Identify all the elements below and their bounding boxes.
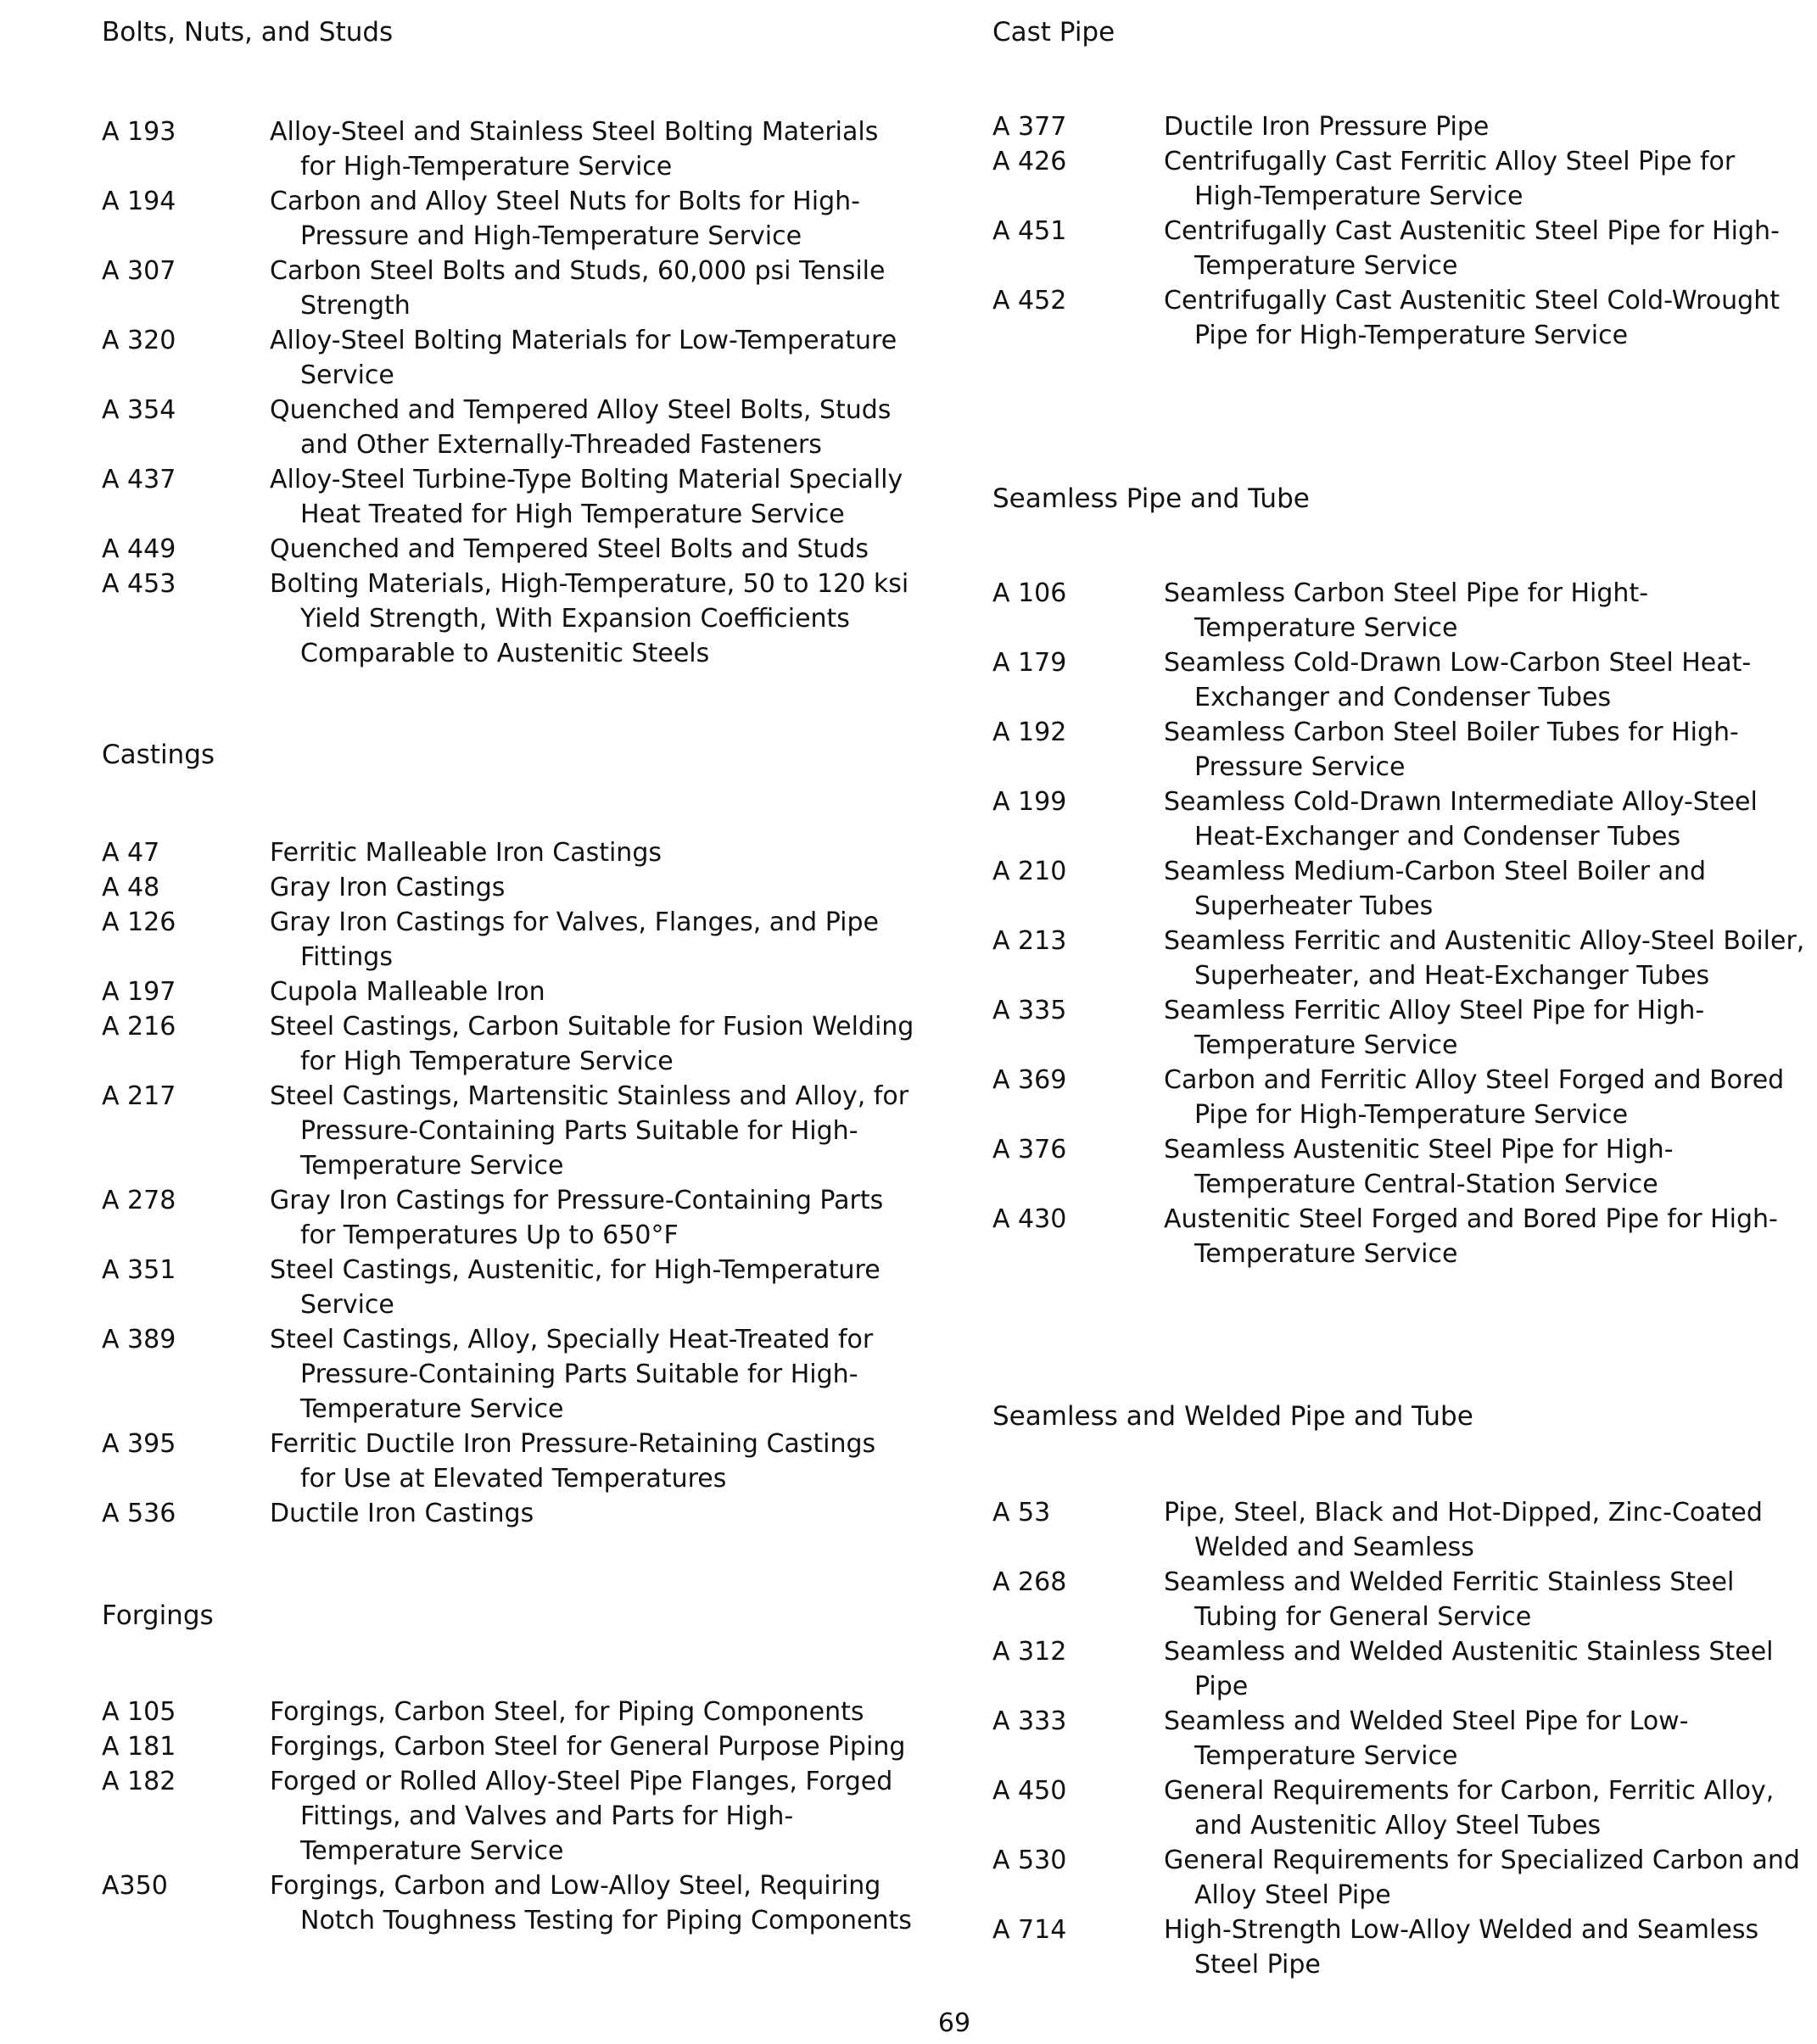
spec-entry	[992, 715, 1807, 785]
spec-code: A 197	[102, 977, 176, 1007]
spec-entry	[102, 1253, 916, 1322]
spec-entry	[102, 1496, 916, 1531]
spec-code: A 194	[102, 187, 176, 216]
spec-title: Ductile Iron Castings	[270, 1499, 534, 1528]
spec-entry	[992, 1565, 1807, 1634]
spec-entry	[992, 109, 1807, 144]
spec-title: Forgings, Carbon Steel, for Piping Components	[270, 1697, 864, 1727]
spec-title: Seamless and Welded Austenitic Stainless Steel Pipe	[1164, 1637, 1774, 1701]
spec-title: Alloy-Steel and Stainless Steel Bolting Materials for High-Temperature Service	[270, 117, 879, 182]
spec-code: A 126	[102, 908, 176, 937]
spec-code: A 179	[992, 648, 1067, 678]
spec-entry	[102, 567, 916, 671]
spec-code: A 312	[992, 1637, 1067, 1667]
spec-entry	[992, 924, 1807, 993]
spec-title: Ductile Iron Pressure Pipe	[1164, 112, 1490, 142]
spec-title: Alloy-Steel Bolting Materials for Low-Temperature Service	[270, 326, 897, 390]
spec-title: Gray Iron Castings for Pressure-Containing Parts for Temperatures Up to 650°F	[270, 1186, 884, 1250]
spec-entry	[992, 1495, 1807, 1565]
spec-title: Alloy-Steel Turbine-Type Bolting Material Specially Heat Treated for High Temperature Service	[270, 465, 903, 529]
spec-entry	[102, 1764, 916, 1868]
spec-entry	[992, 1773, 1807, 1843]
spec-code: A 395	[102, 1429, 176, 1459]
spec-entry	[992, 1634, 1807, 1704]
spec-entry	[102, 1729, 916, 1764]
spec-title: Seamless Carbon Steel Boiler Tubes for High-Pressure Service	[1164, 718, 1739, 782]
spec-entry	[102, 1322, 916, 1427]
spec-title: Centrifugally Cast Austenitic Steel Cold-Wrought Pipe for High-Temperature Service	[1164, 286, 1780, 350]
spec-code: A 426	[992, 147, 1067, 176]
spec-title: Seamless Austenitic Steel Pipe for High-Temperature Central-Station Service	[1164, 1135, 1674, 1199]
spec-entry	[102, 184, 916, 254]
spec-title: Steel Castings, Alloy, Specially Heat-Treated for Pressure-Containing Parts Suitable for High-Temperature Service	[270, 1325, 874, 1424]
spec-code: A 536	[102, 1499, 176, 1528]
spec-code: A 437	[102, 465, 176, 494]
spec-code: A 530	[992, 1846, 1067, 1875]
spec-code: A 182	[102, 1767, 176, 1796]
spec-title: Centrifugally Cast Ferritic Alloy Steel Pipe for High-Temperature Service	[1164, 147, 1736, 211]
spec-code: A 216	[102, 1012, 176, 1042]
section-heading: Castings	[102, 740, 215, 770]
spec-entry	[102, 870, 916, 905]
spec-code: A 278	[102, 1186, 176, 1215]
spec-entry	[992, 785, 1807, 854]
spec-code: A 210	[992, 857, 1067, 886]
spec-code: A 376	[992, 1135, 1067, 1164]
spec-entry	[102, 393, 916, 462]
spec-title: Seamless Ferritic and Austenitic Alloy-Steel Boiler, Superheater, and Heat-Exchanger Tubes	[1164, 926, 1805, 991]
spec-title: Carbon and Alloy Steel Nuts for Bolts for High-Pressure and High-Temperature Service	[270, 187, 860, 251]
entry-list	[992, 576, 1807, 1271]
spec-entry	[102, 1079, 916, 1183]
section-cast-pipe	[992, 15, 1807, 353]
section-heading: Seamless Pipe and Tube	[992, 483, 1310, 514]
spec-entry	[102, 975, 916, 1009]
entry-list	[992, 109, 1807, 353]
spec-title: Forgings, Carbon Steel for General Purpose Piping	[270, 1732, 906, 1762]
spec-entry	[102, 462, 916, 532]
spec-title: Seamless Ferritic Alloy Steel Pipe for High-Temperature Service	[1164, 996, 1705, 1060]
spec-entry	[992, 854, 1807, 924]
spec-title: Forged or Rolled Alloy-Steel Pipe Flanges, Forged Fittings, and Valves and Parts for High-Temperature Service	[270, 1767, 893, 1866]
spec-code: A 451	[992, 216, 1067, 246]
spec-title: Seamless Medium-Carbon Steel Boiler and Superheater Tubes	[1164, 857, 1707, 921]
spec-title: High-Strength Low-Alloy Welded and Seamless Steel Pipe	[1164, 1915, 1759, 1980]
spec-code: A 377	[992, 112, 1067, 142]
spec-entry	[102, 1183, 916, 1253]
spec-code: A 351	[102, 1255, 176, 1285]
spec-title: Austenitic Steel Forged and Bored Pipe for High-Temperature Service	[1164, 1204, 1778, 1269]
spec-entry	[102, 1427, 916, 1496]
spec-code: A 193	[102, 117, 176, 147]
section-seamless-and-welded-pipe-and-tube	[992, 1399, 1807, 1982]
spec-code: A 192	[992, 718, 1067, 747]
spec-entry	[102, 114, 916, 184]
section-seamless-pipe-and-tube	[992, 482, 1807, 1271]
spec-title: Pipe, Steel, Black and Hot-Dipped, Zinc-Coated Welded and Seamless	[1164, 1498, 1763, 1562]
spec-code: A 307	[102, 256, 176, 286]
spec-code: A 47	[102, 838, 160, 868]
entry-list	[992, 1495, 1807, 1982]
spec-title: Seamless Carbon Steel Pipe for Hight-Temperature Service	[1164, 578, 1649, 643]
spec-title: Quenched and Tempered Steel Bolts and Studs	[270, 534, 869, 564]
spec-code: A 714	[992, 1915, 1067, 1945]
spec-title: Steel Castings, Carbon Suitable for Fusion Welding for High Temperature Service	[270, 1012, 914, 1076]
spec-entry	[102, 1009, 916, 1079]
spec-code: A 48	[102, 873, 160, 902]
section-heading: Seamless and Welded Pipe and Tube	[992, 1401, 1473, 1432]
spec-code: A 320	[102, 326, 176, 355]
spec-entry	[102, 835, 916, 870]
spec-title: Bolting Materials, High-Temperature, 50 to 120 ksi Yield Strength, With Expansion Coefficients Comparable to Austenitic Steels	[270, 569, 909, 668]
section-bolts-nuts-studs	[102, 15, 916, 671]
spec-entry	[102, 532, 916, 567]
spec-code: A 105	[102, 1697, 176, 1727]
spec-title: Gray Iron Castings for Valves, Flanges, and Pipe Fittings	[270, 908, 880, 972]
spec-code: A 53	[992, 1498, 1051, 1527]
spec-entry	[992, 144, 1807, 214]
spec-entry	[992, 1063, 1807, 1132]
section-forgings	[102, 1599, 916, 1938]
spec-title: Seamless and Welded Steel Pipe for Low-Temperature Service	[1164, 1706, 1689, 1771]
spec-title: Seamless Cold-Drawn Low-Carbon Steel Heat-Exchanger and Condenser Tubes	[1164, 648, 1752, 712]
section-heading: Bolts, Nuts, and Studs	[102, 17, 394, 47]
section-heading: Cast Pipe	[992, 17, 1115, 47]
spec-title: Carbon Steel Bolts and Studs, 60,000 psi Tensile Strength	[270, 256, 886, 321]
spec-code: A 430	[992, 1204, 1067, 1234]
spec-title: Forgings, Carbon and Low-Alloy Steel, Requiring Notch Toughness Testing for Piping Components	[270, 1871, 912, 1935]
spec-title: General Requirements for Specialized Carbon and Alloy Steel Pipe	[1164, 1846, 1800, 1910]
spec-entry	[992, 1132, 1807, 1202]
spec-code: A 213	[992, 926, 1067, 956]
spec-entry	[992, 1704, 1807, 1773]
section-heading: Forgings	[102, 1600, 214, 1631]
spec-entry	[992, 1202, 1807, 1271]
spec-title: Quenched and Tempered Alloy Steel Bolts, Studs and Other Externally-Threaded Fasteners	[270, 395, 892, 460]
spec-entry	[102, 254, 916, 323]
spec-code: A 449	[102, 534, 176, 564]
spec-code: A 369	[992, 1065, 1067, 1095]
spec-code: A 453	[102, 569, 176, 599]
spec-code: A 268	[992, 1567, 1067, 1597]
spec-entry	[992, 576, 1807, 645]
spec-title: General Requirements for Carbon, Ferritic Alloy, and Austenitic Alloy Steel Tubes	[1164, 1776, 1775, 1840]
spec-title: Gray Iron Castings	[270, 873, 506, 902]
spec-code: A 217	[102, 1081, 176, 1111]
spec-title: Carbon and Ferritic Alloy Steel Forged and Bored Pipe for High-Temperature Service	[1164, 1065, 1785, 1130]
spec-code: A 333	[992, 1706, 1067, 1736]
spec-title: Centrifugally Cast Austenitic Steel Pipe for High-Temperature Service	[1164, 216, 1780, 281]
spec-code: A 450	[992, 1776, 1067, 1806]
entry-list	[102, 1695, 916, 1938]
page-number: 69	[937, 2008, 971, 2038]
spec-entry	[992, 283, 1807, 353]
spec-entry	[102, 1695, 916, 1729]
spec-title: Seamless Cold-Drawn Intermediate Alloy-Steel Heat-Exchanger and Condenser Tubes	[1164, 787, 1758, 852]
spec-title: Ferritic Ductile Iron Pressure-Retaining Castings for Use at Elevated Temperatures	[270, 1429, 876, 1494]
spec-title: Cupola Malleable Iron	[270, 977, 545, 1007]
spec-entry	[992, 645, 1807, 715]
spec-entry	[992, 993, 1807, 1063]
spec-code: A 389	[102, 1325, 176, 1354]
spec-code: A 335	[992, 996, 1067, 1025]
entry-list	[102, 114, 916, 671]
spec-code: A 106	[992, 578, 1067, 608]
entry-list	[102, 835, 916, 1531]
spec-entry	[992, 1913, 1807, 1982]
spec-code: A 354	[102, 395, 176, 425]
spec-title: Ferritic Malleable Iron Castings	[270, 838, 662, 868]
spec-title: Steel Castings, Martensitic Stainless and Alloy, for Pressure-Containing Parts Suitable for High-Temperature Service	[270, 1081, 909, 1181]
spec-entry	[992, 214, 1807, 283]
spec-entry	[992, 1843, 1807, 1913]
spec-code: A 199	[992, 787, 1067, 817]
spec-code: A 452	[992, 286, 1067, 316]
spec-code: A350	[102, 1871, 168, 1901]
spec-entry	[102, 323, 916, 393]
spec-entry	[102, 1868, 916, 1938]
spec-entry	[102, 905, 916, 975]
spec-code: A 181	[102, 1732, 176, 1762]
spec-title: Steel Castings, Austenitic, for High-Temperature Service	[270, 1255, 881, 1320]
spec-title: Seamless and Welded Ferritic Stainless Steel Tubing for General Service	[1164, 1567, 1735, 1632]
section-castings	[102, 738, 916, 1531]
